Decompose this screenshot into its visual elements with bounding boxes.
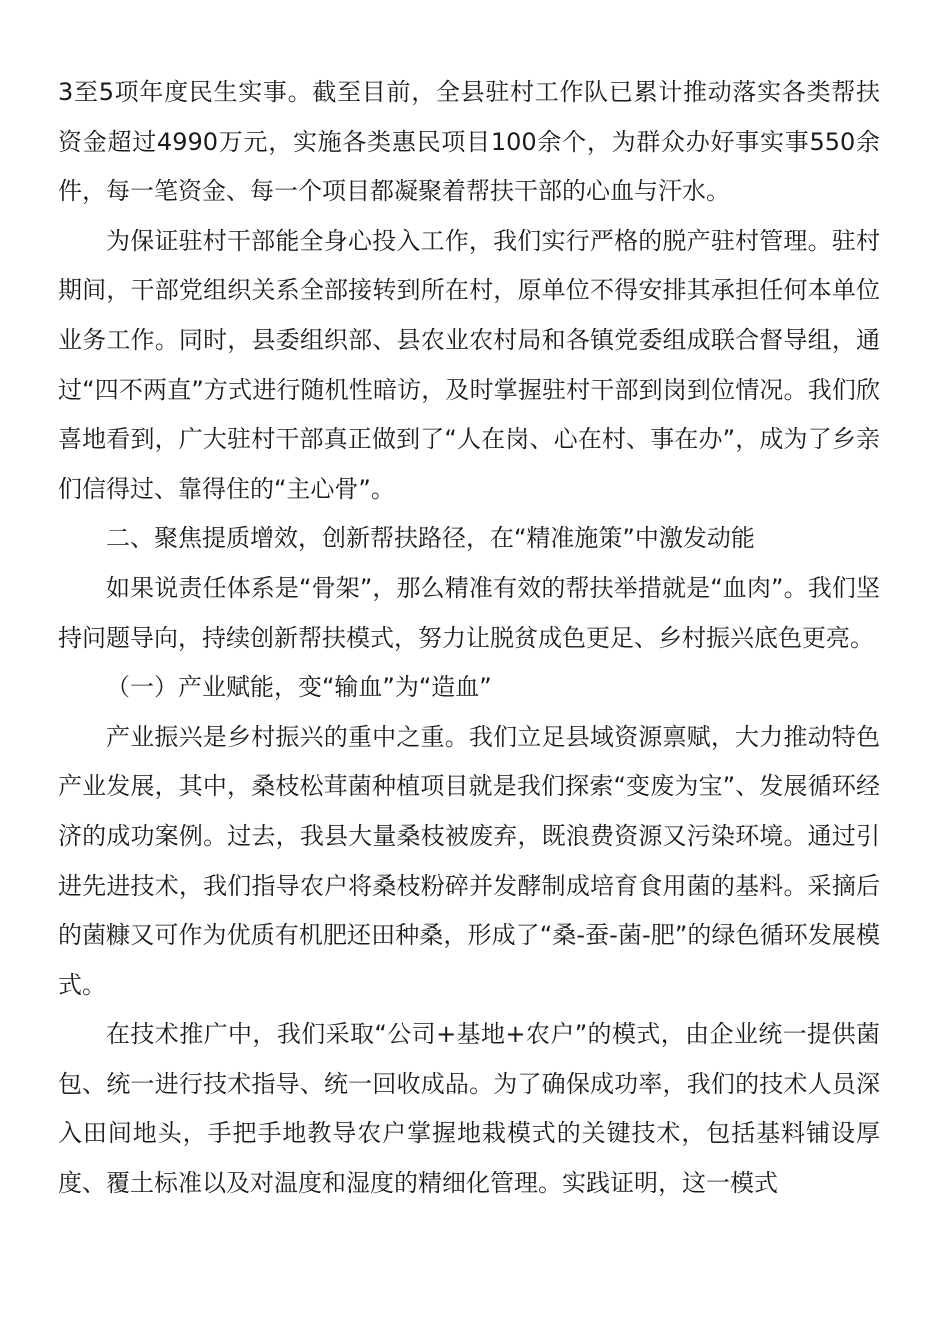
section-heading-2: 二、聚焦提质增效，创新帮扶路径，在“精准施策”中激发动能 bbox=[106, 524, 755, 553]
document-page bbox=[58, 68, 880, 1209]
paragraph-industry: 产业振兴是乡村振兴的重中之重。我们立足县域资源禀赋，大力推动特色产业发展，其中，桑枝松茸菌种植项目就是我们探索“变废为宝”、发展循环经济的成功案例。过去，我县大量桑枝被废弃，既浪费资源又污染环境。通过引进先进技术，我们指导农户将桑枝粉碎并发酵制成培育食用菌的基料。采摘后的菌糠又可作为优质有机肥还田种桑，形成了“桑-蚕-菌-肥”的绿色循环发展模式。 bbox=[58, 722, 880, 999]
paragraph-technology: 在技术推广中，我们采取“公司+基地+农户”的模式，由企业统一提供菌包、统一进行技术指导、统一回收成品。为了确保成功率，我们的技术人员深入田间地头，手把手地教导农户掌握地栽模式的关键技术，包括基料铺设厚度、覆土标准以及对温度和湿度的精细化管理。实践证明，这一模式 bbox=[58, 1020, 880, 1198]
paragraph-continuation: 3至5项年度民生实事。截至目前，全县驻村工作队已累计推动落实各类帮扶资金超过4990万元，实施各类惠民项目100余个，为群众办好事实事550余件，每一笔资金、每一个项目都凝聚着帮扶干部的心血与汗水。 bbox=[58, 78, 880, 206]
paragraph-intro: 如果说责任体系是“骨架”，那么精准有效的帮扶举措就是“血肉”。我们坚持问题导向，持续创新帮扶模式，努力让脱贫成色更足、乡村振兴底色更亮。 bbox=[58, 573, 880, 652]
paragraph-management: 为保证驻村干部能全身心投入工作，我们实行严格的脱产驻村管理。驻村期间，干部党组织关系全部接转到所在村，原单位不得安排其承担任何本单位业务工作。同时，县委组织部、县农业农村局和各镇党委组成联合督导组，通过“四不两直”方式进行随机性暗访，及时掌握驻村干部到岗到位情况。我们欣喜地看到，广大驻村干部真正做到了“人在岗、心在村、事在办”，成为了乡亲们信得过、靠得住的“主心骨”。 bbox=[58, 226, 880, 503]
subsection-heading-1: （一）产业赋能，变“输血”为“造血” bbox=[106, 673, 492, 702]
